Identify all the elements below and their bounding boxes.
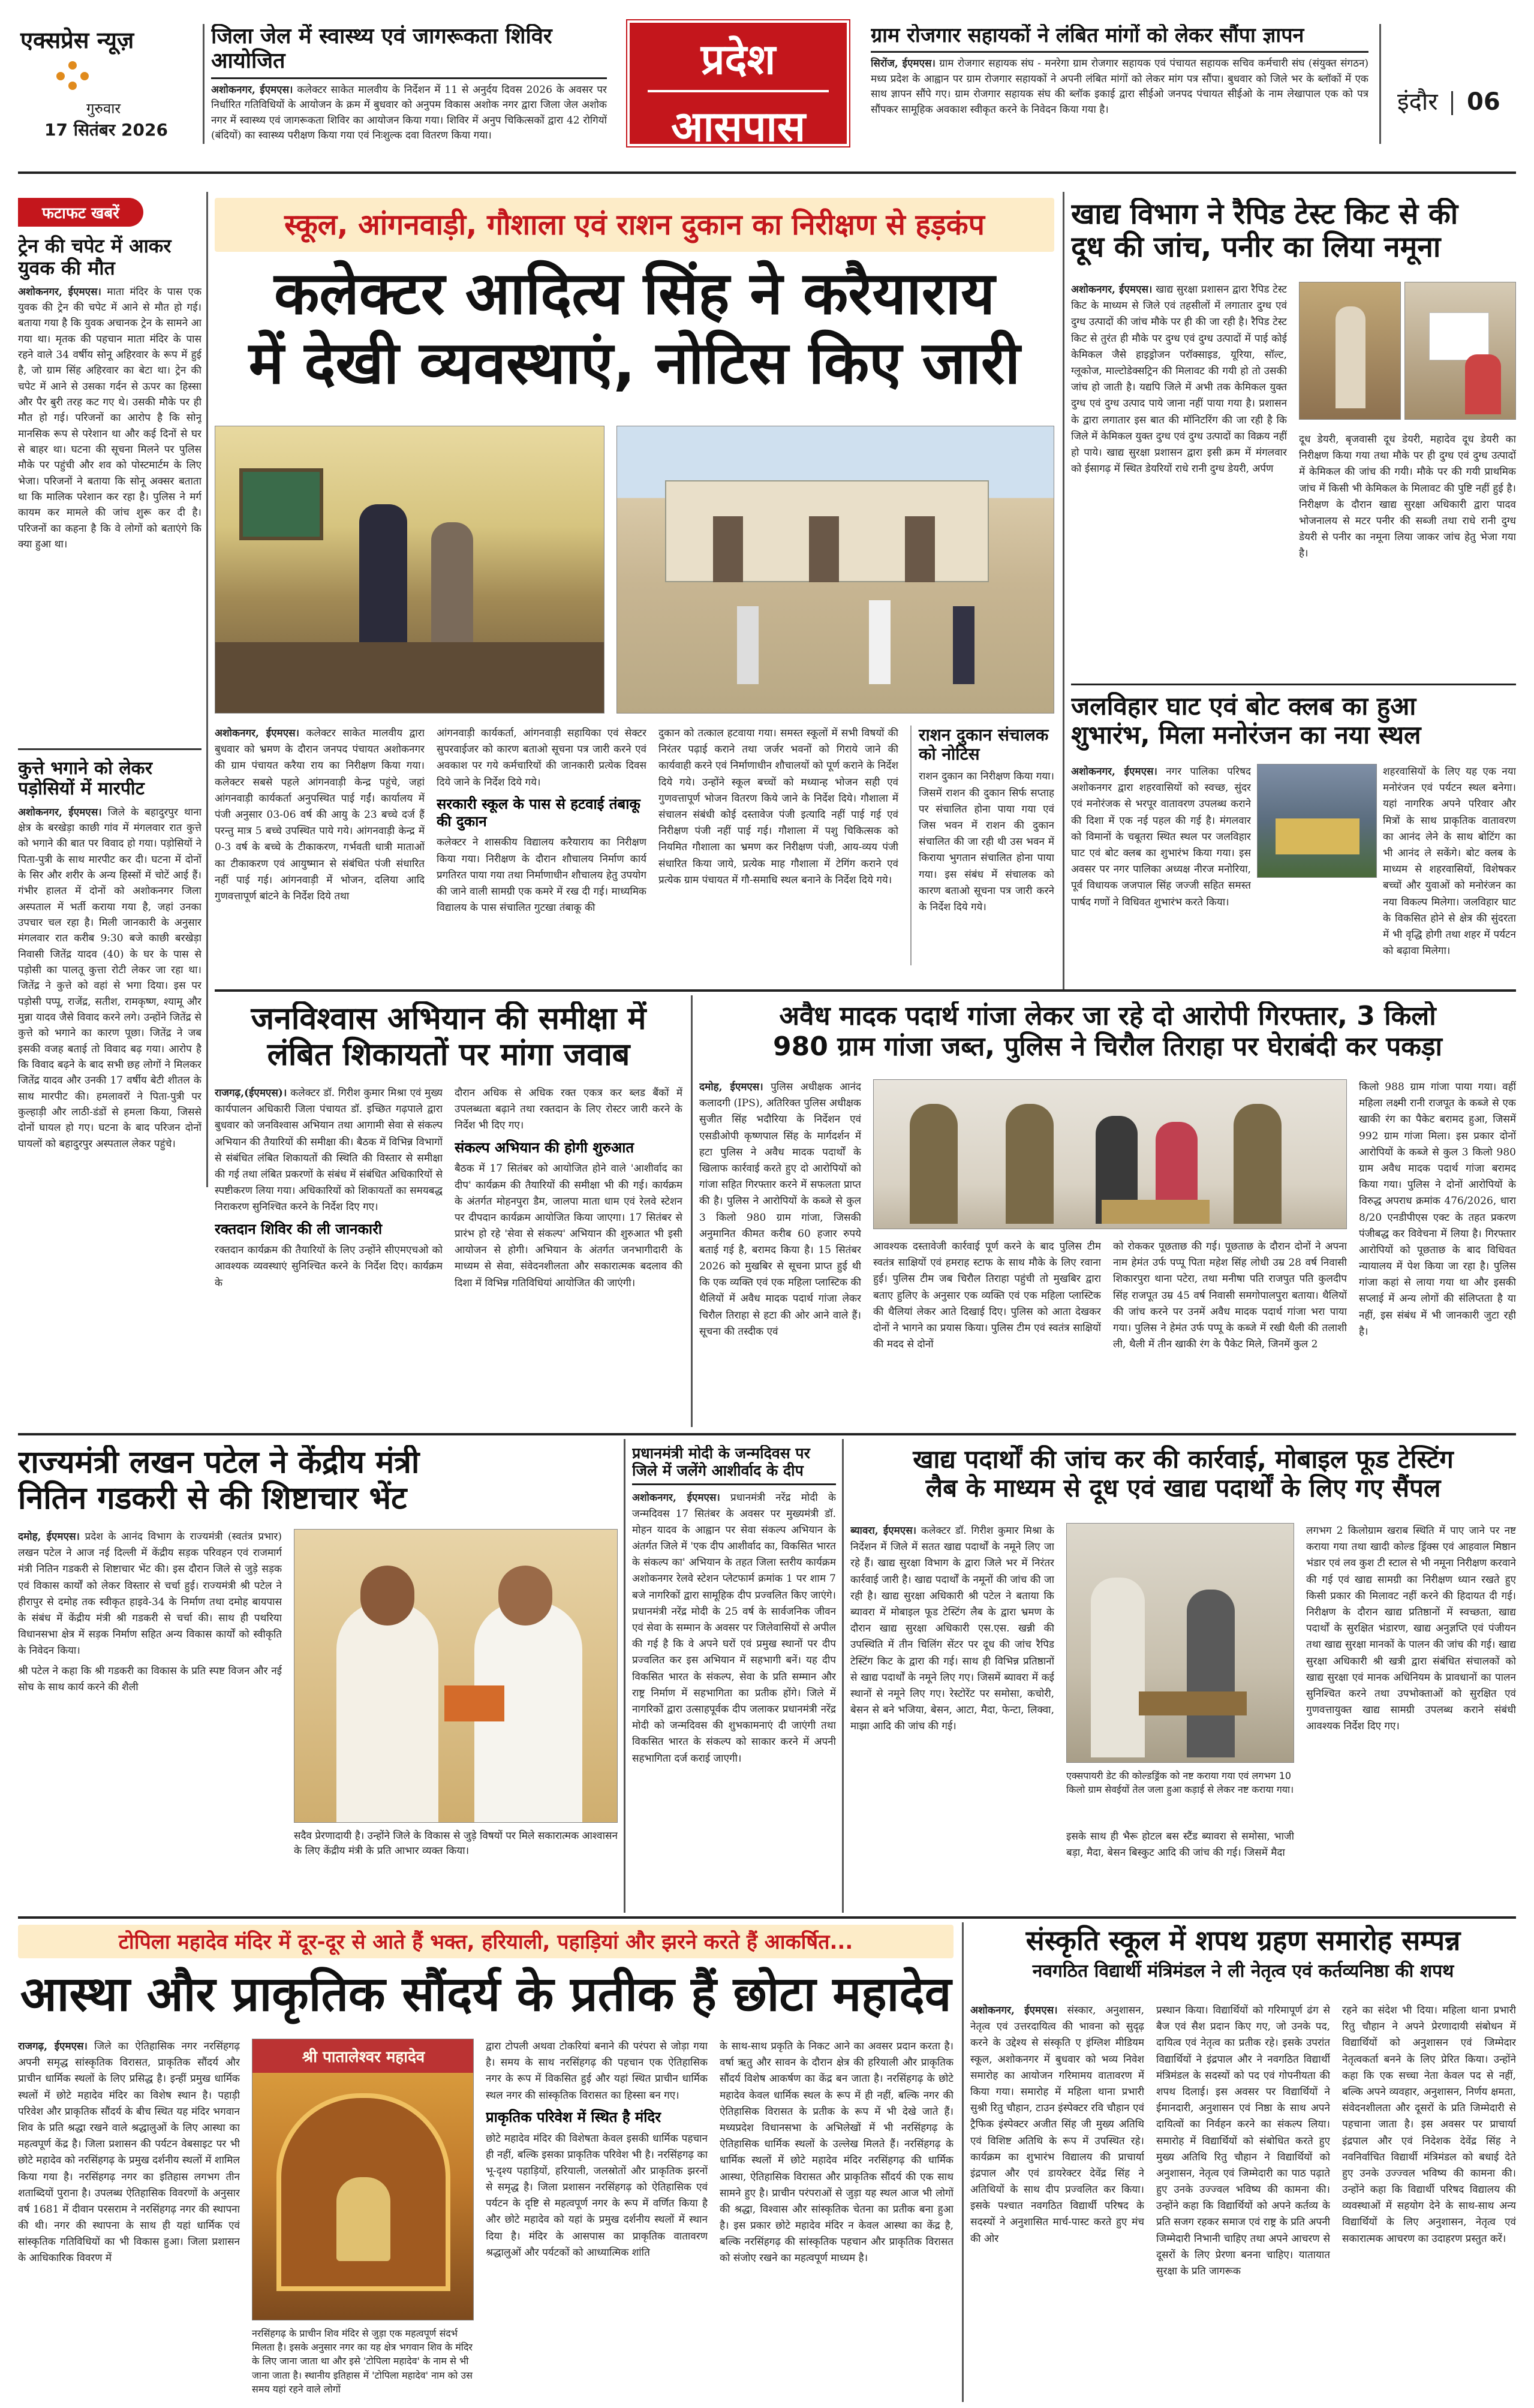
page-folio xyxy=(1397,84,1500,117)
lead-subhead: सरकारी स्कूल के पास से हटवाई तंबाकू की दुकान xyxy=(437,795,640,830)
fatafat-story1-title: ट्रेन की चपेट में आकर युवक की मौत xyxy=(18,234,172,279)
section-title-1: प्रदेश xyxy=(700,35,776,84)
mahadev-caption: नरसिंहगढ़ के प्राचीन शिव मंदिर से जुड़ा एक महत्वपूर्ण संदर्भ मिलता है। इसके अनुसार नगर का यह क्षेत्र भगवान शिव के मंदिर के लिए जाना जाता था और इसे 'टोपिला महादेव' के नाम से भी जाना जाता है। स्थानीय इतिहास में 'टोपिला महादेव' नाम को उस समय यहां रहने वाले लोगों xyxy=(252,2328,473,2395)
dateline: राजगढ़,(ईएमएस)। xyxy=(215,1087,287,1099)
jan-title-1: जनविश्वास अभियान की समीक्षा में xyxy=(251,1001,646,1037)
top-right-title: ग्राम रोजगार सहायकों ने लंबित मांगों को लेकर सौंपा ज्ञापन xyxy=(871,24,1368,53)
jan-subhead-2: संकल्प अभियान की होगी शुरुआत xyxy=(455,1139,634,1156)
lead-story xyxy=(215,198,1054,971)
food-story xyxy=(1071,198,1516,678)
top-right-body: ग्राम रोजगार सहायक संघ - मनरेगा ग्राम रोजगार सहायक एवं पंचायत सहायक सचिव कर्मचारी संघ (संयुक्त संगठन) मध्य प्रदेश के आह्वान पर ग्राम रोजगार सहायकों ने अपनी लंबित मांगों को लेकर मांग पत्र सौंपा। बुधवार को जिले भर के ब्लॉकों में एक साथ ज्ञापन सौंपे गए। ग्राम रोजगार सहायक संघ की ब्लॉक इकाई द्वारा सीईओ जनपद पंचायत सीईओ के नाम लेखापाल एक को पत्र सौंपकर सामूहिक अवकाश स्वीकृत करने के निवेदन किया गया है। xyxy=(871,58,1368,116)
modi-kicker-2: जिले में जलेंगे आशीर्वाद के दीप xyxy=(632,1462,836,1485)
dateline: अशोकनगर, ईएमएस। xyxy=(970,2004,1058,2016)
jal-title-1: जलविहार घाट एवं बोट क्लब का हुआ xyxy=(1071,692,1416,721)
top-left-story xyxy=(211,24,607,144)
issue-day: गुरुवार xyxy=(86,100,121,117)
lead-col3: दुकान को तत्काल हटवाया गया। समस्त स्कूलों में सभी विषयों की निरंतर पढ़ाई कराने तथा जर्जर भवनों को गिराये जाने की कार्यवाही करने एवं निर्माणाधीन शौचालयों को पूर्ण कराने के निर्देश दिये गये। उन्होंने स्कूल बच्चों को मध्यान्ह भोजन सही एवं गुणवत्तापूर्ण भोजन वितरण किये जाने के निर्देश दिये। गौशाला में संचालन संबंधी कोई दस्तावेज पंजी इत्यादि नहीं पाई गई एवं निरीक्षण पंजी नहीं पाई गई। गौशाला में पशु चिकित्सक को नियमित गौशाला का भ्रमण कर निरीक्षण पंजी, आय-व्यय पंजी संधारित किया जाये, प्रत्येक माह गौशाला में टेगिंग कराने एवं प्रत्येक ग्राम पंचायत में गौ-समाधि स्थल बनाने के निर्देश दिये गये। xyxy=(658,727,898,886)
jan-subhead-1: रक्तदान शिविर की ली जानकारी xyxy=(215,1220,383,1238)
modi-kicker-1: प्रधानमंत्री मोदी के जन्मदिवस पर xyxy=(632,1445,810,1462)
mobile-lab-caption: एक्सपायरी डेट की कोल्डड्रिंक को नष्ट कराया गया एवं लगभग 10 किलो ग्राम सेवईयों तेल जला हुआ कड़ाई से लेकर नष्ट कराया गया। xyxy=(1066,1770,1294,1796)
mobile-lab-photo xyxy=(1066,1523,1294,1763)
ganja-title-1: अवैध मादक पदार्थ गांजा लेकर जा रहे दो आरोपी गिरफ्तार, 3 किलो xyxy=(779,1001,1436,1031)
top-left-title: जिला जेल में स्वास्थ्य एवं जागरूकता शिविर आयोजित xyxy=(211,24,607,79)
fatafat-column xyxy=(18,198,201,1187)
mahadev-headline: आस्था और प्राकृतिक सौंदर्य के प्रतीक हैं छोटा महादेव xyxy=(20,1966,952,2022)
brand-logo xyxy=(20,24,200,138)
mobile-lab-title-2: लैब के माध्यम से दूध एवं खाद्य पदार्थों के लिए गए सैंपल xyxy=(925,1473,1441,1503)
dateline: अशोकनगर, ईएमएस। xyxy=(1071,284,1153,296)
mahadev-photo xyxy=(252,2039,474,2320)
lead-photo-classroom xyxy=(215,426,604,714)
lead-col1: अशोकनगर, ईएमएस। कलेक्टर साकेत मालवीय द्वारा बुधवार को भ्रमण के दौरान जनपद पंचायत अशोकनगर की ग्राम पंचायत करैया राय का निरीक्षण किया गया। कलेक्टर सबसे पहले आंगनवाड़ी केन्द्र पहुंचे, जहां आंगनवाड़ी कार्यकर्ता अनुपस्थित पाई गईं। कार्यालय में पंजी अनुसार 03-06 वर्ष की आयु के 23 बच्चे दर्ज हैं परन्तु मात्र 5 बच्चे उपस्थित पाये गये। आंगनवाड़ी केन्द्र में 0-3 वर्ष के बच्चे के टीकाकरण, गर्भवती धात्री माताओं का टीकाकरण एवं आयुष्मान से संबंधित पंजी संधारित नहीं पाई गई। आंगनवाड़ी में भोजन, दलिया आदि गुणवत्तापूर्ण बांटने के निर्देश दिये तथा xyxy=(215,727,425,902)
oath-title: संस्कृति स्कूल में शपथ ग्रहण समारोह सम्पन्न xyxy=(1025,1925,1461,1956)
ganja-photo xyxy=(873,1079,1347,1229)
oath-subtitle: नवगठित विद्यार्थी मंत्रिमंडल ने ली नेतृत्व एवं कर्तव्यनिष्ठा की शपथ xyxy=(1032,1960,1454,1982)
brand-name: एक्सप्रेस न्यूज़ xyxy=(20,27,134,53)
jal-photo xyxy=(1257,764,1377,878)
masthead xyxy=(0,0,1534,150)
mahadev-kicker: टोपिला महादेव मंदिर में दूर-दूर से आते हैं भक्त, हरियाली, पहाड़ियां और झरने करते हैं आकर्षित... xyxy=(118,1930,853,1954)
fatafat-story1-body: माता मंदिर के पास एक युवक की ट्रेन की चपेट में आने से मौत हो गई। बताया गया है कि युवक अचानक ट्रेन के सामने आ गया था। मृतक की पहचान माता मंदिर के पास रहने वाले 34 वर्षीय सोनू अहिरवार के रूप में हुई है, जो ग्राम सिंह अहिरवार का बेटा था। ट्रेन की चपेट में आने से उसका गर्दन से ऊपर का हिस्सा और पैर बुरी तरह कट गए थे। उसकी मौके पर ही मौत हो गई। परिजनों का आरोप है कि सोनू मानसिक रूप से परेशान था और कई दिनों से घर से बाहर था। घटना की सूचना मिलने पर पुलिस मौके पर पहुंची और शव को पोस्टमार्टम के लिए भेजा। परिजनों ने बताया कि सोनू अक्सर बताता था कि मालिक परेशान कर रहा है। पुलिस ने मर्ग कायम कर मामले की जांच शुरू कर दी है। परिजनों का कहना है कि वे लोगों को बताएंगे कि क्या हुआ था। xyxy=(18,285,201,551)
food-col2: दूध डेयरी, बृजवासी दूध डेयरी, महादेव दूध डेयरी का निरीक्षण किया गया तथा मौके पर ही दुग्ध एवं दुग्ध उत्पादों में केमिकल की जांच की गयी। मौके पर की गयी प्राथमिक जांच में किसी भी केमिकल के मिलावट की पुष्टि नहीं हुई है। निरीक्षण के दौरान खाद्य सुरक्षा अधिकारी द्वारा पादव भोजनालय से मटर पनीर की सब्जी तथा राधे रानी दुग्ध डेयरी से पनीर का नमूना लिया जाकर जांच हेतु भेजा गया है। xyxy=(1299,434,1516,560)
lead-col2: आंगनवाड़ी कार्यकर्ता, आंगनवाड़ी सहायिका एवं सेक्टर सुपरवाईजर को कारण बताओ सूचना पत्र जारी करने एवं अवकाश पर गये कर्मचारियों की जानकारी प्रत्येक दिवस दिये जाने के निर्देश दिये गये। सरकारी स्कूल के पास से हटवाई तंबाकू की दुकान कलेक्टर ने शासकीय विद्यालय करैयाराय का निरीक्षण किया गया। निरीक्षण के दौरान शौचालय निर्माण कार्य प्रगतिरत पाया गया तथा निर्माणाधीन शौचालय हेतु उपयोग की जाने वाली सामग्री एक कमरे में रख दी गई। माध्यमिक विद्यालय के पास संचालित गुटखा तंबाकू की xyxy=(437,727,646,914)
dateline: अशोकनगर, ईएमएस। xyxy=(211,83,293,96)
dateline: अशोकनगर, ईएमएस। xyxy=(632,1491,720,1504)
dateline: ब्यावरा, ईएमएस। xyxy=(850,1525,917,1537)
section-title-2: आसपास xyxy=(670,102,806,150)
fatafat-label: फटाफट खबरें xyxy=(18,198,143,227)
edition-city: इंदौर xyxy=(1397,88,1438,116)
dateline: सिरोंज, ईएमएस। xyxy=(871,58,936,70)
brand-dots-icon xyxy=(56,61,92,91)
lead-sidebar xyxy=(910,726,1054,965)
page-number: 06 xyxy=(1467,88,1500,116)
food-body: खाद्य सुरक्षा प्रशासन द्वारा रैपिड टेस्ट किट के माध्यम से जिले एवं तहसीलों में लगातार दुग्ध एवं दुग्ध उत्पादों की जांच मौके पर ही की जा रही है। रैपिड टेस्ट किट से तुरंत ही मौके पर दुग्ध एवं दुग्ध उत्पादों में पाई कोई केमिकल जैसे हाइड्रोजन परॉक्साइड, यूरिया, सॉल्ट, ग्लूकोज, माल्टोडेक्सट्रिन की मिलावट की गयी हो तो उसकी जांच हो जाती है। यद्यपि जिले में अभी तक केमिकल युक्त दुग्ध एवं दुग्ध उत्पाद पाये जाना नहीं पाया गया है। प्रशासन के द्वारा लगातार इस बात की मॉनिटरिंग की जा रही है कि जिले में केमिकल युक्त दुग्ध एवं दुग्ध उत्पादों का विक्रय नहीं हो पाये। खाद्य सुरक्षा प्रशासन द्वारा इसी क्रम में मंगलवार को ईसागढ़ में स्थित डेयरियों राधे रानी दुग्ध डेयरी, अर्पण xyxy=(1071,284,1287,475)
dateline: दमोह, ईएमएस। xyxy=(699,1081,763,1093)
jal-col2: शहरवासियों के लिए यह एक नया मनोरंजन एवं पर्यटन स्थल बनेगा। यहां नागरिक अपने परिवार और मित्रों के साथ प्राकृतिक वातावरण का आनंद लेने के साथ बोटिंग का भी आनंद ले सकेंगे। बोट क्लब के माध्यम से शहरवासियों, विशेषकर बच्चों और युवाओं को मनोरंजन का नया विकल्प मिलेगा। जलविहार घाट के विकसित होने से क्षेत्र की सुंदरता में भी वृद्धि होगी तथा शहर में पर्यटन को बढ़ावा मिलेगा। xyxy=(1383,766,1516,958)
lead-sidebar-body: राशन दुकान का निरीक्षण किया गया। जिसमें राशन की दुकान सिर्फ सप्ताह पर संचालित होना पाया गया एवं जिस भवन में राशन की दुकान संचालित की जा रही थी उस भवन में किराया भुगतान संचालित होना पाया गया। इस संबंध में संचालक को कारण बताओ सूचना पत्र जारी करने के निर्देश दिये गये। xyxy=(919,770,1054,913)
section-banner xyxy=(627,20,849,150)
food-title-2: दूध की जांच, पनीर का लिया नमूना xyxy=(1071,230,1441,264)
top-right-story xyxy=(871,24,1368,144)
fatafat-story2-title: कुत्ते भगाने को लेकर पड़ोसियों में मारपीट xyxy=(18,757,152,800)
lead-kicker: स्कूल, आंगनवाड़ी, गौशाला एवं राशन दुकान का निरीक्षण से हड़कंप xyxy=(284,208,985,242)
mobile-lab-title-1: खाद्य पदार्थों की जांच कर की कार्रवाई, मोबाइल फूड टेस्टिंग xyxy=(913,1445,1454,1474)
mahadev-photo-label: श्री पातालेश्वर महादेव xyxy=(302,2048,425,2066)
lead-sidebar-title: राशन दुकान संचालक को नोटिस xyxy=(919,726,1049,764)
oath-story: संस्कृति स्कूल में शपथ ग्रहण समारोह सम्पन्न नवगठित विद्यार्थी मंत्रिमंडल ने ली नेतृत्व एवं कर्तव्यनिष्ठा की शपथ अशोकनगर, ईएमएस। संस्कार, अनुशासन, नेतृत्व एवं उत्तरदायित्व की भावना को सुदृढ़ करने के उद्देश्य से संस्कृति ए इंग्लिश मीडियम स्कूल, अशोकनगर में बुधवार को भव्य निवेश समारोह का आयोजन गरिमामय वातावरण में किया गया। समारोह में महिला थाना प्रभारी सुश्री रितु चौहान, टाउन इंस्पेक्टर रवि चौहान एवं ट्रैफिक इंस्पेक्टर अजीत सिंह जी मुख्य अतिथि एवं विशिष्ट अतिथि के रूप में उपस्थित रहे। कार्यक्रम का शुभारंभ विद्यालय की प्राचार्या इंद्रपाल और एवं डायरेक्टर देवेंद्र सिंह ने अतिथियों के साथ दीप प्रज्वलित कर किया। इसके पश्चात नवगठित विद्यार्थी परिषद के सदस्यों ने अनुशासित मार्च-पास्ट करते हुए मंच की ओर प्रस्थान किया। विद्यार्थियों को गरिमापूर्ण ढंग से बैज एवं सैश प्रदान किए गए, जो उनके पद, दायित्व एवं नेतृत्व का प्रतीक रहे। इसके उपरांत विद्यार्थियों ने इंद्रपाल और ने नवगठित विद्यार्थी मंत्रिमंडल के सदस्यों को पद एवं गोपनीयता की शपथ दिलाई। इस अवसर पर विद्यार्थियों ने ईमानदारी, अनुशासन एवं निष्ठा के साथ अपने दायित्वों का निर्वहन करने का संकल्प लिया। समारोह में विद्यार्थियों को संबोधित करते हुए मुख्य अतिथि रितु चौहान ने विद्यार्थियों को अनुशासन, नेतृत्व एवं जिम्मेदारी का पाठ पढ़ाते हुए उनके उज्ज्वल भविष्य की कामना की। उन्होंने कहा कि विद्यार्थियों को अपने कर्तव्य के प्रति सजग रहकर समाज एवं राष्ट्र के प्रति अपनी जिम्मेदारी निभानी चाहिए तथा अपने आचरण से दूसरों के लिए प्रेरणा बनना चाहिए। यातायात सुरक्षा के प्रति जागरूक रहने का संदेश भी दिया। महिला थाना प्रभारी रितु चौहान ने अपने प्रेरणादायी संबोधन में विद्यार्थियों को अनुशासन एवं जिम्मेदार नेतृत्वकर्ता बनने के लिए प्रेरित किया। उन्होंने कहा कि एक सच्चा नेता केवल पद से नहीं, बल्कि अपने व्यवहार, अनुशासन, निर्णय क्षमता, संवेदनशीलता और दूसरों के प्रति जिम्मेदारी से पहचाना जाता है। इस अवसर पर प्राचार्या इंद्रपाल और एवं निदेशक देवेंद्र सिंह ने नवनिर्वाचित विद्यार्थी मंत्रिमंडल को बधाई देते हुए उनके उज्ज्वल भविष्य की कामना की। उन्होंने कहा कि विद्यार्थी परिषद विद्यालय की व्यवस्थाओं में सहयोग देने के साथ-साथ अन्य विद्यार्थियों के लिए अनुशासन, नेतृत्व एवं सकारात्मक आचरण का उदाहरण प्रस्तुत करें। xyxy=(970,1925,1516,2277)
food-photo-1 xyxy=(1299,282,1401,420)
modi-story: प्रधानमंत्री मोदी के जन्मदिवस पर जिले में जलेंगे आशीर्वाद के दीप अशोकनगर, ईएमएस। प्रधानमंत्री नरेंद्र मोदी के जन्मदिवस 17 सितंबर के अवसर पर मुख्यमंत्री डॉ. मोहन यादव के आह्वान पर सेवा संकल्प अभियान के अंतर्गत जिले में 'एक दीप आशीर्वाद का, विकसित भारत के संकल्प का' अभियान के तहत जिला स्तरीय कार्यक्रम अशोकनगर रेलवे स्टेशन प्लेटफार्म क्रमांक 1 पर शाम 7 बजे नागरिकों द्वारा सामूहिक दीप प्रज्वलित किए जाएंगे। प्रधानमंत्री नरेंद्र मोदी के 25 वर्ष के सार्वजनिक जीवन एवं सेवा के सम्मान के अवसर पर जिलेवासियों से अपील की गई है कि वे अपने घरों एवं प्रमुख स्थानों पर दीप प्रज्वलित कर इस अभियान में सहभागी बनें। यह दीप विकसित भारत के संकल्प, सेवा के प्रति सम्मान और राष्ट्र निर्माण में सहभागिता का प्रतीक होंगे। जिले में नागरिकों द्वारा उत्साहपूर्वक दीप जलाकर प्रधानमंत्री नरेंद्र मोदी को जन्मदिवस की शुभकामनाएं दी जाएंगी तथा विकसित भारत के संकल्प को साकार करने में अपनी सहभागिता दर्ज कराई जाएगी। xyxy=(632,1445,836,1765)
jan-title-2: लंबित शिकायतों पर मांगा जवाब xyxy=(267,1036,630,1073)
dateline: अशोकनगर, ईएमएस। xyxy=(18,806,102,818)
jal-col1: नगर पालिका परिषद अशोकनगर द्वारा शहरवासियों को स्वच्छ, सुंदर एवं मनोरंजक से भरपूर वातावरण उपलब्ध कराने की दिशा में एक नई पहल की गई है। मंगलवार को विमानों के चबूतरा स्थित स्थल पर जलविहार घाट एवं बोट क्लब का शुभारंभ किया गया। इस अवसर पर नगर पालिका अध्यक्ष नीरज मनोरिया, पूर्व विधायक जजपाल सिंह जज्जी सहित समस्त पार्षद गणों ने विधिवत शुभारंभ करते किया। xyxy=(1071,766,1251,908)
issue-date: 17 सितंबर 2026 xyxy=(44,120,168,140)
dateline: राजगढ़, ईएमएस। xyxy=(18,2040,88,2052)
dateline: अशोकनगर, ईएमएस। xyxy=(1071,766,1157,778)
mobile-lab-story: खाद्य पदार्थों की जांच कर की कार्रवाई, मोबाइल फूड टेस्टिंग लैब के माध्यम से दूध एवं खाद्य पदार्थों के लिए गए सैंपल ब्यावरा, ईएमएस। कलेक्टर डॉ. गिरीश कुमार मिश्रा के निर्देशन में जिले में सतत खाद्य पदार्थों के नमूने लिए जा रहे हैं। खाद्य सुरक्षा विभाग के द्वारा जिले भर में निरंतर कार्रवाई जारी है। खाद्य पदार्थों के नमूनों की जांच की जा रही है। खाद्य सुरक्षा अधिकारी श्री पटेल ने बताया कि ब्यावरा में मोबाइल फूड टेस्टिंग लैब के द्वारा भ्रमण के दौरान खाद्य सुरक्षा अधिकारी एस.एस. खन्नी की उपस्थिति में तीन चिलिंग सेंटर पर दूध की जांच रैपिड टेस्टिंग किट के द्वारा की गई। साथ ही विभिन्न प्रतिष्ठानों से खाद्य पदार्थों के नमूने लिए गए। जिसमें ब्यावरा में कई स्थानों से नमूने लिए गए। रेस्टोरेंट पर समोसा, कचोरी, बेसन से बने भजिया, बेसन, आटा, मैदा, फेन्टा, लिक्वा, माझा आदि की जांच की गई। एक्सपायरी डेट की कोल्डड्रिंक को नष्ट कराया गया एवं लगभग 10 किलो ग्राम सेवईयों तेल जला हुआ कड़ाई से लेकर नष्ट कराया गया। इसके साथ ही भैरू होटल बस स्टैंड ब्यावरा से समोसा, भाजी बड़ा, मैदा, बेसन बिस्कुट आदि की जांच की गई। जिसमें मैदा लगभग 2 किलोग्राम खराब स्थिति में पाए जाने पर नष्ट कराया गया तथा खादी कोल्ड ड्रिंक्स एवं आहवाल मिष्ठान भंडार एवं लव कुश टी स्टाल से भी नमूना निरीक्षण करवाने की गई एवं खाद्य सामग्री का निरीक्षण ध्यान रखते हुए किसी प्रकार की मिलावट नहीं करने की हिदायत दी गई। निरीक्षण के दौरान खाद्य प्रतिष्ठानों में स्वच्छता, खाद्य पदार्थों के सुरक्षित भंडारण, खाद्य अनुज्ञप्ति एवं पंजीयन तथा खाद्य सुरक्षा मानकों के पालन की जांच की गई। खाद्य सुरक्षा अधिकारी श्री खत्री द्वारा संबंधित संचालकों को खाद्य सुरक्षा एवं मानक अधिनियम के प्रावधानों का पालन सुनिश्चित करने तथा उपभोक्ताओं को सुरक्षित एवं गुणवत्तायुक्त खाद्य सामग्री उपलब्ध कराने संबंधी आवश्यक निर्देश दिए गए। xyxy=(850,1445,1516,1859)
ganja-title-2: 980 ग्राम गांजा जब्त, पुलिस ने चिरौल तिराहा पर घेराबंदी कर पकड़ा xyxy=(773,1031,1442,1062)
lead-headline-2: में देखी व्यवस्थाएं, नोटिस किए जारी xyxy=(248,329,1021,398)
dateline: अशोकनगर, ईएमएस। xyxy=(215,727,300,739)
fatafat-story2-body: जिले के बहादुरपुर थाना क्षेत्र के बरखेड़ा काछी गांव में मंगलवार रात कुत्ते को भगाने की बात पर विवाद हो गया। पड़ोसियों ने पिता-पुत्री के साथ मारपीट कर दी। घटना में दोनों के सिर और शरीर के अन्य हिस्सों में चोटें आई हैं। गंभीर हालत में दोनों को अशोकनगर जिला अस्पताल में भर्ती कराया गया है, जहां उनका उपचार चल रहा है। मिली जानकारी के अनुसार मंगलवार रात करीब 9:30 बजे काछी बरखेड़ा निवासी जितेंद्र यादव (40) के घर के पास से पड़ोसी का पालतू कुत्ता रोटी लेकर जा रहा था। जितेंद्र ने कुत्ते को वहां से भगा दिया। इस पर पड़ोसी पप्पू, राजेंद्र, सतीश, रामकृष्ण, श्यामू और मुन्ना यादव जैसे विवाद करने लगे। उन्होंने जितेंद्र से कुत्ते को भगाने का कारण पूछा। जितेंद्र ने जब इसकी वजह बताई तो विवाद बढ़ गया। आरोप है कि विवाद बढ़ने के बाद सभी छह लोगों ने मिलकर जितेंद्र यादव और उनकी 17 वर्षीय बेटी शीतल के साथ मारपीट की। हमलावरों ने पिता-पुत्री पर कुल्हाड़ी और लाठी-डंडों से हमला किया, जिससे दोनों घायल हो गए। घटना के बाद परिजन दोनों घायलों को बहादुरपुर अस्पताल लेकर पहुंचे। xyxy=(18,806,201,1150)
lead-headline-1: कलेक्टर आदित्य सिंह ने करैयाराय xyxy=(274,260,995,328)
jan-story: जनविश्वास अभियान की समीक्षा में लंबित शिकायतों पर मांगा जवाब राजगढ़,(ईएमएस)। कलेक्टर डॉ. गिरीश कुमार मिश्रा एवं मुख्य कार्यपालन अधिकारी जिला पंचायत डॉ. इच्छित गढ़पाले द्वारा बुधवार को जनविश्वास अभियान तथा आगामी सेवा से संकल्प अभियान की तैयारियों की समीक्षा की। बैठक में विभिन्न विभागों से संबंधित लंबित शिकायतों की स्थिति की विस्तार से समीक्षा की गई तथा लंबित प्रकरणों के संबंध में संबंधित अधिकारियों से स्पष्टीकरण लिया गया। अधिकारियों को शिकायतों का समयबद्ध निराकरण सुनिश्चित करने के निर्देश दिए गए। रक्तदान शिविर की ली जानकारी रक्तदान कार्यक्रम की तैयारियों के लिए उन्होंने सीएमएचओ को आवश्यक व्यवस्थाएं सुनिश्चित करने के निर्देश दिए। कार्यक्रम के दौरान अधिक से अधिक रक्त एकत्र कर ब्लड बैंकों में उपलब्धता बढ़ाने तथा रक्तदान के लिए रोस्टर जारी करने के निर्देश भी दिए गए। संकल्प अभियान की होगी शुरुआत बैठक में 17 सितंबर को आयोजित होने वाले 'आशीर्वाद का दीप' कार्यक्रम की तैयारियों की समीक्षा भी की गई। कार्यक्रम के अंतर्गत मोहनपुरा डैम, जालपा माता धाम एवं रेलवे स्टेशन पर दीपदान कार्यक्रम आयोजित किया जाएगा। 17 सितंबर से प्रारंभ हो रहे 'सेवा से संकल्प' अभियान की शुरुआत भी इसी आयोजन से होगी। अभियान के अंतर्गत जनभागीदारी के माध्यम से सेवा, संवेदनशीलता और सकारात्मक बदलाव की दिशा में विभिन्न गतिविधियां आयोजित की जाएंगी। xyxy=(215,1001,682,1289)
mahadev-subhead: प्राकृतिक परिवेश में स्थित है मंदिर xyxy=(486,2108,661,2126)
gadkari-title-2: नितिन गडकरी से की शिष्टाचार भेंट xyxy=(18,1480,407,1516)
food-photo-2 xyxy=(1404,282,1516,420)
gadkari-story: राज्यमंत्री लखन पटेल ने केंद्रीय मंत्री नितिन गडकरी से की शिष्टाचार भेंट दमोह, ईएमएस। प्रदेश के आनंद विभाग के राज्यमंत्री (स्वतंत्र प्रभार) लखन पटेल ने आज नई दिल्ली में केंद्रीय सड़क परिवहन एवं राजमार्ग मंत्री नितिन गडकरी से शिष्टाचार भेंट की। इस दौरान जिले से जुड़े सड़क एवं विकास कार्यों को लेकर विस्तार से चर्चा हुई। राज्यमंत्री श्री पटेल ने हीरापुर से दमोह तक स्वीकृत हाइवे-34 के निर्माण तथा दमोह बायपास के संबंध में केंद्रीय मंत्री श्री गडकरी से चर्चा की। साथ ही पथरिया विधानसभा क्षेत्र में सड़क निर्माण सहित अन्य विकास कार्यों को स्वीकृति के निवेदन किया। श्री पटेल ने कहा कि श्री गडकरी का विकास के प्रति स्पष्ट विजन और नई सोच के साथ कार्य करने की शैली सदैव प्रेरणादायी है। उन्होंने जिले के विकास से जुड़े विषयों पर मिले सकारात्मक आश्वासन के लिए केंद्रीय मंत्री के प्रति आभार व्यक्त किया। xyxy=(18,1445,618,1907)
ganja-story: अवैध मादक पदार्थ गांजा लेकर जा रहे दो आरोपी गिरफ्तार, 3 किलो 980 ग्राम गांजा जब्त, पुलिस ने चिरौल तिराहा पर घेराबंदी कर पकड़ा दमोह, ईएमएस। पुलिस अधीक्षक आनंद कलादगी (IPS), अतिरिक्त पुलिस अधीक्षक सुजीत सिंह भदौरिया के निर्देशन एवं एसडीओपी कृष्णपाल सिंह के मार्गदर्शन में हटा पुलिस ने अवैध मादक पदार्थों के खिलाफ कार्रवाई करते हुए दो आरोपियों को गांजा सहित गिरफ्तार करने में सफलता प्राप्त की है। पुलिस ने आरोपियों के कब्जे से कुल 3 किलो 980 ग्राम गांजा, जिसकी अनुमानित कीमत करीब 60 हजार रुपये बताई गई है, बरामद किया है। 15 सितंबर 2026 को मुखबिर से सूचना प्राप्त हुई थी कि एक व्यक्ति एवं एक महिला प्लास्टिक की थैलियों में अवैध मादक पदार्थ गांजा लेकर चिरौल तिराहा से हटा की ओर आने वाले हैं। सूचना की तस्दीक एवं आवश्यक दस्तावेजी कार्रवाई पूर्ण करने के बाद पुलिस टीम स्वतंत्र साक्षियों एवं हमराह स्टाफ के साथ मौके के लिए रवाना हुई। पुलिस टीम जब चिरौल तिराहा पहुंची तो मुखबिर द्वारा बताए हुलिए के अनुसार एक व्यक्ति एवं एक महिला प्लास्टिक की थैलियां लेकर आते दिखाई दिए। पुलिस को आता देखकर दोनों ने भागने का प्रयास किया। पुलिस टीम एवं स्वतंत्र साक्षियों की मदद से दोनों को रोककर पूछताछ की गई। पूछताछ के दौरान दोनों ने अपना नाम हेमंत उर्फ पप्पू पिता महेश सिंह लोधी उम्र 28 वर्ष निवासी शिकारपुरा थाना पटेरा, तथा मनीषा पति राजपुत पति कुलदीप सिंह राजपूत उम्र 45 वर्ष निवासी समगोपालपुरा बताया। थैलियों की जांच करने पर उनमें अवैध मादक पदार्थ गांजा भरा पाया गया। पुलिस ने हेमंत उर्फ पप्पू के कब्जे में रखी थैली की तलाशी ली, थैली में तीन खाकी रंग के पैकेट मिले, जिनमें कुल 2 किलो 988 ग्राम गांजा पाया गया। वहीं महिला लक्ष्मी रानी राजपूत के कब्जे से एक खाकी रंग का पैकेट बरामद हुआ, जिसमें 992 ग्राम गांजा मिला। इस प्रकार दोनों आरोपियों के कब्जे से कुल 3 किलो 980 ग्राम अवैध मादक पदार्थ गांजा बरामद किया गया। पुलिस ने दोनों आरोपियों के विरुद्ध अपराध क्रमांक 476/2026, धारा 8/20 एनडीपीएस एक्ट के तहत प्रकरण पंजीबद्ध कर विवेचना में लिया है। गिरफ्तार आरोपियों को पूछताछ के बाद विधिवत न्यायालय में पेश किया जा रहा है। पुलिस गांजा कहां से लाया गया था और इसकी सप्लाई में अन्य लोगों की संलिप्तता है या नहीं, इस संबंध में भी जानकारी जुटा रही है। xyxy=(699,1001,1516,1351)
food-title-1: खाद्य विभाग ने रैपिड टेस्ट किट से की xyxy=(1071,198,1458,231)
gadkari-title-1: राज्यमंत्री लखन पटेल ने केंद्रीय मंत्री xyxy=(18,1445,420,1480)
jal-story xyxy=(1071,692,1516,983)
dateline: अशोकनगर, ईएमएस। xyxy=(18,285,101,298)
lead-photo-school-yard xyxy=(616,426,1054,714)
dateline: दमोह, ईएमएस। xyxy=(18,1531,80,1543)
mahadev-story: टोपिला महादेव मंदिर में दूर-दूर से आते हैं भक्त, हरियाली, पहाड़ियां और झरने करते हैं आकर्षित... आस्था और प्राकृतिक सौंदर्य के प्रतीक हैं छोटा महादेव राजगढ़, ईएमएस। जिले का ऐतिहासिक नगर नरसिंहगढ़ अपनी समृद्ध सांस्कृतिक विरासत, प्राकृतिक सौंदर्य और प्राचीन धार्मिक स्थलों के लिए प्रसिद्ध है। इन्हीं प्रमुख धार्मिक स्थलों में छोटे महादेव मंदिर का विशेष स्थान है। पहाड़ी परिवेश और प्राकृतिक सौंदर्य के बीच स्थित यह मंदिर भगवान शिव के प्रति श्रद्धा रखने वाले श्रद्धालुओं के लिए आस्था का महत्वपूर्ण केंद्र है। जिला प्रशासन की पर्यटन वेबसाइट पर भी छोटे महादेव को नरसिंहगढ़ के प्रमुख दर्शनीय स्थलों में शामिल किया गया है। नरसिंहगढ़ नगर का इतिहास लगभग तीन शताब्दियों पुराना है। उपलब्ध ऐतिहासिक विवरणों के अनुसार वर्ष 1681 में दीवान परसराम ने नरसिंहगढ़ नगर की स्थापना की थी। नगर की स्थापना के साथ ही यहां धार्मिक एवं सांस्कृतिक गतिविधियों का भी विकास हुआ। जिला प्रशासन के आधिकारिक विवरण में श्री पातालेश्वर महादेव नरसिंहगढ़ के प्राचीन शिव मंदिर से जुड़ा एक महत्वपूर्ण संदर्भ मिलता है। इसके अनुसार नगर का यह क्षेत्र भगवान शिव के मंदिर के लिए जाना जाता था और इसे 'टोपिला महादेव' के नाम से भी जाना जाता है। स्थानीय इतिहास में 'टोपिला महादेव' नाम को उस समय यहां रहने वाले लोगों द्वारा टोपली अथवा टोकरियां बनाने की परंपरा से जोड़ा गया है। समय के साथ नरसिंहगढ़ की पहचान एक ऐतिहासिक नगर के रूप में विकसित हुई और यहां स्थित प्राचीन धार्मिक स्थल नगर की सांस्कृतिक विरासत का हिस्सा बन गए। प्राकृतिक परिवेश में स्थित है मंदिर छोटे महादेव मंदिर की विशेषता केवल इसकी धार्मिक पहचान ही नहीं, बल्कि इसका प्राकृतिक परिवेश भी है। नरसिंहगढ़ का भू-दृश्य पहाड़ियों, हरियाली, जलस्रोतों और प्राकृतिक झरनों से समृद्ध है। जिला प्रशासन नरसिंहगढ़ को ऐतिहासिक एवं पर्यटन के दृष्टि से महत्वपूर्ण नगर के रूप में वर्णित किया है और छोटे महादेव को यहां के प्रमुख दर्शनीय स्थलों में स्थान दिया है। मंदिर के आसपास का प्राकृतिक वातावरण श्रद्धालुओं और पर्यटकों को आध्यात्मिक शांति के साथ-साथ प्रकृति के निकट आने का अवसर प्रदान करता है। वर्षा ऋतु और सावन के दौरान क्षेत्र की हरियाली और प्राकृतिक सौंदर्य विशेष आकर्षण का केंद्र बन जाता है। नरसिंहगढ़ के छोटे महादेव केवल धार्मिक स्थल के रूप में ही नहीं, बल्कि नगर की ऐतिहासिक विरासत के प्रतीक के रूप में भी देखे जाते हैं। मध्यप्रदेश विधानसभा के अभिलेखों में भी नरसिंहगढ़ के ऐतिहासिक धार्मिक स्थलों के उल्लेख मिलते हैं। नरसिंहगढ़ के धार्मिक स्थलों में छोटे महादेव मंदिर नरसिंहगढ़ की धार्मिक आस्था, ऐतिहासिक विरासत और प्राकृतिक सौंदर्य की एक साथ सामने हुए है। प्राचीन परंपराओं से जुड़ा यह स्थल आज भी लोगों की श्रद्धा, विश्वास और सांस्कृतिक चेतना का प्रतीक बना हुआ है। इस प्रकार छोटे महादेव मंदिर न केवल आस्था का केंद्र है, बल्कि नरसिंहगढ़ की सांस्कृतिक पहचान और प्राकृतिक विरासत को संजोए रखने का महत्वपूर्ण माध्यम है। xyxy=(18,1925,954,2404)
gadkari-caption: सदैव प्रेरणादायी है। उन्होंने जिले के विकास से जुड़े विषयों पर मिले सकारात्मक आश्वासन के लिए केंद्रीय मंत्री के प्रति आभार व्यक्त किया। xyxy=(294,1830,618,1857)
gadkari-photo xyxy=(294,1529,618,1823)
jal-title-2: शुभारंभ, मिला मनोरंजन का नया स्थल xyxy=(1071,720,1421,750)
top-left-body: कलेक्टर साकेत मालवीय के निर्देशन में 11 से अनुर्दय दिवस 2026 के अवसर पर निर्धारित गतिविधियों के आयोजन के क्रम में बुधवार को अनुपम विकास अशोक नगर द्वारा जिला जेल अशोक नगर में स्वास्थ्य एवं जागरूकता शिविर का आयोजन किया गया। शिविर में अनुप चिकित्सकों द्वारा 42 रोगियों (बंदियों) का स्वास्थ्य परीक्षण किया गया एवं निःशुल्क दवा वितरण किया गया। xyxy=(211,83,607,142)
